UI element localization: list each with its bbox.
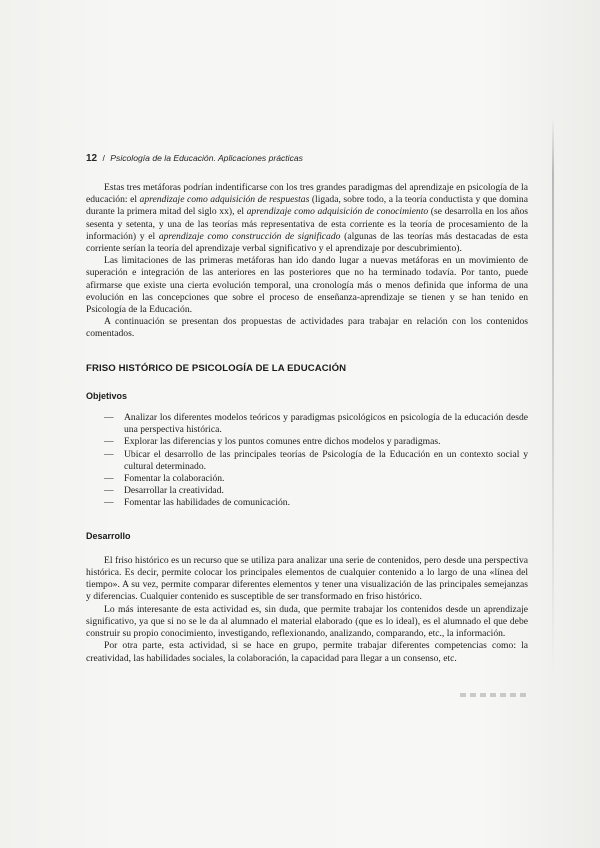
objectives-list [104,412,528,510]
development-paragraph-2: Lo más interesante de esta actividad es, sin duda, que permite trabajar los contenidos desde un aprendizaje significativo, ya que si no se le da al alumnado el material elaborado (que es lo ideal), es el alumnado el que debe construir su propio conocimiento, investigando, reflexionando, analizando, comparando, etc., la información. [86,603,528,640]
intro-paragraph-1 [86,182,528,255]
section-title: FRISO HISTÓRICO DE PSICOLOGÍA DE LA EDUCACIÓN [86,362,347,374]
italic-term: aprendizaje como adquisición de respuestas [139,194,310,206]
objective-item: — Fomentar la colaboración. [104,473,528,485]
intro-paragraph-2: Las limitaciones de las primeras metáforas han ido dando lugar a nuevas metáforas en un movimiento de superación e integración de las anteriores en las posteriores que no ha terminado todavía. Por tanto, puede afirmarse que existe una cierta evolución temporal, una cronología más o menos definida que informa de una evolución en las concepciones que sobre el proceso de enseñanza-aprendizaje se tienen y se han tenido en Psicología de la Educación. [86,255,528,316]
development-paragraph-3: Por otra parte, esta actividad, si se hace en grupo, permite trabajar diferentes competencias como: la creatividad, las habilidades sociales, la colaboración, la capacidad para llegar a un consenso, etc. [86,640,528,664]
text-run: (se desarrolla en los años sesenta y setenta, y una de las teorías más representativa de esta corriente es la teoría de procesamiento de la información) y el [86,206,529,242]
page-number: 12 [86,153,98,164]
page-body [86,182,528,665]
text-run: (algunas de las teorías más destacadas de esta corriente serían la teoría del aprendizaje verbal significativo y el aprendizaje por descubrimiento). [86,230,529,255]
objective-item: — Explorar las diferencias y los puntos comunes entre dichos modelos y paradigmas. [104,436,528,448]
header-separator: / [102,153,105,163]
intro-paragraph-3: A continuación se presentan dos propuestas de actividades para trabajar en relación con los contenidos comentados. [86,316,528,340]
footer-smudge [460,693,530,697]
objective-item: — Analizar los diferentes modelos teóricos y paradigmas psicológicos en psicología de la educación desde una perspectiva histórica. [104,412,528,436]
italic-term: aprendizaje como adquisición de conocimiento [246,206,429,218]
objectives-heading: Objetivos [86,390,128,401]
text-run: (ligada, sobre todo, a la teoría conductista y que domina durante la primera mitad del siglo xx), el [86,194,528,218]
development-paragraph-1: El friso histórico es un recurso que se utiliza para analizar una serie de contenidos, pero desde una perspectiva histórica. Es decir, permite colocar los principales elementos de cualquier contenido a lo largo de una «línea del tiempo». A su vez, permite comparar diferentes elementos y tener una visualización de las principales semejanzas y diferencias. Cualquier contenido es susceptible de ser transformado en friso histórico. [86,554,528,603]
objective-item: — Desarrollar la creatividad. [104,485,528,497]
page-shadow-edge [552,118,554,678]
development-heading: Desarrollo [86,530,131,541]
text-run: Estas tres metáforas podrían indentificarse con los tres grandes paradigmas del aprendizaje en psicología de la educación: el [86,182,528,206]
running-header [86,153,526,164]
italic-term: aprendizaje como construcción de significado [158,230,341,242]
objective-item: — Ubicar el desarrollo de las principales teorías de Psicología de la Educación en un contexto social y cultural determinado. [104,449,528,473]
objective-item: — Fomentar las habilidades de comunicación. [104,497,528,509]
book-title: Psicología de la Educación. Aplicaciones prácticas [110,153,303,163]
